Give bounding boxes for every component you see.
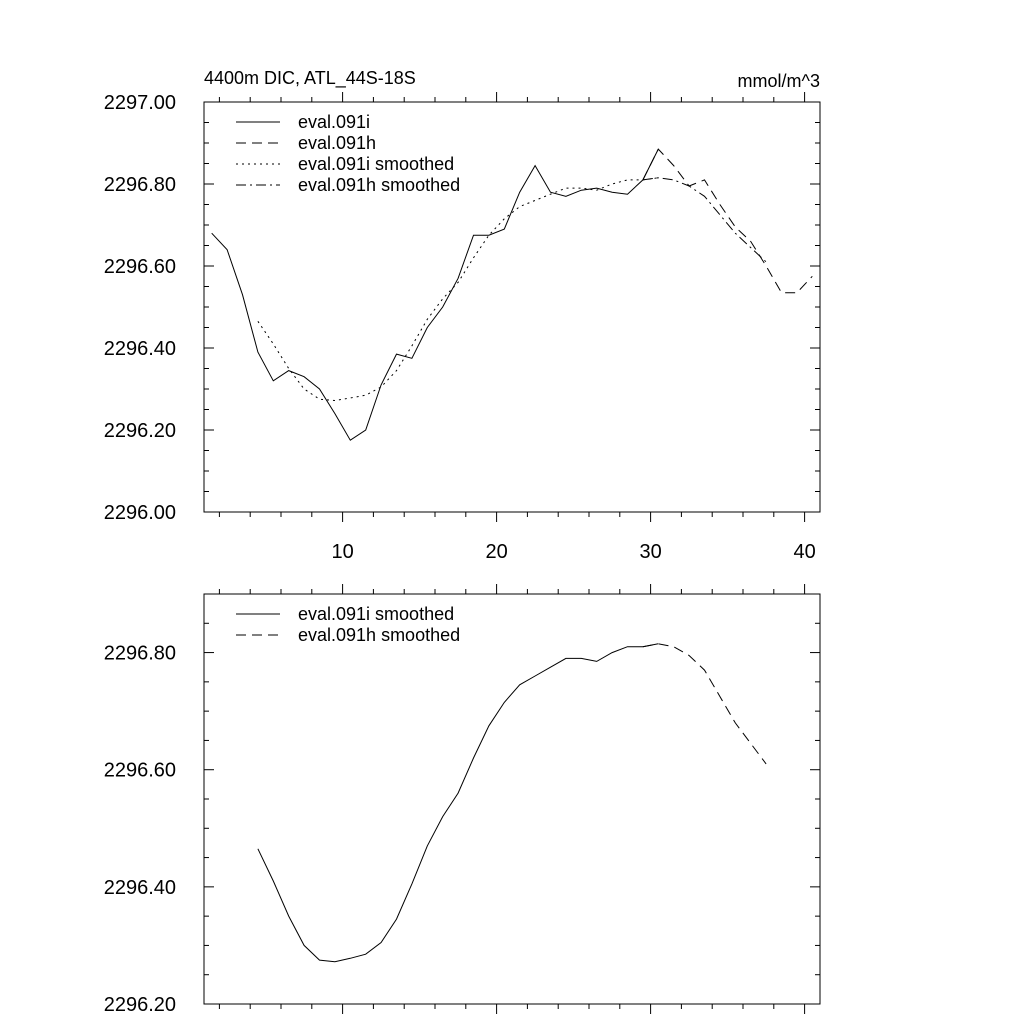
chart-units-label: mmol/m^3 xyxy=(737,71,820,91)
y-tick-label: 2296.20 xyxy=(103,994,176,1016)
x-tick-label: 20 xyxy=(485,541,508,563)
plot-area-bottom xyxy=(104,584,820,1016)
series-line xyxy=(643,178,766,262)
y-tick-label: 2296.60 xyxy=(103,256,176,278)
y-tick-label: 2296.80 xyxy=(103,642,176,665)
legend-label: eval.091h smoothed xyxy=(298,625,461,645)
series-line xyxy=(643,149,812,293)
series-line xyxy=(258,644,658,962)
series-line xyxy=(643,644,766,764)
x-tick-label: 30 xyxy=(639,541,662,563)
plot-area-top xyxy=(104,92,820,563)
y-tick-label: 2297.00 xyxy=(103,92,176,114)
y-tick-label: 2296.40 xyxy=(103,338,176,360)
legend-label: eval.091i smoothed xyxy=(298,604,455,624)
legend-label: eval.091h smoothed xyxy=(298,175,461,195)
y-tick-label: 2296.80 xyxy=(103,174,176,196)
legend-label: eval.091i xyxy=(298,112,371,132)
y-tick-label: 2296.40 xyxy=(103,876,176,899)
y-tick-label: 2296.20 xyxy=(103,420,176,442)
y-tick-label: 2296.60 xyxy=(103,759,176,782)
x-tick-label: 40 xyxy=(793,541,816,563)
plot-frame-bottom xyxy=(204,594,820,1004)
legend-label: eval.091h xyxy=(298,133,377,153)
y-tick-label: 2296.00 xyxy=(103,502,176,524)
chart-title: 4400m DIC, ATL_44S-18S xyxy=(204,68,416,88)
series-line xyxy=(258,178,658,401)
plot-frame-top xyxy=(204,102,820,512)
legend-label: eval.091i smoothed xyxy=(298,154,455,174)
x-tick-label: 10 xyxy=(331,541,354,563)
